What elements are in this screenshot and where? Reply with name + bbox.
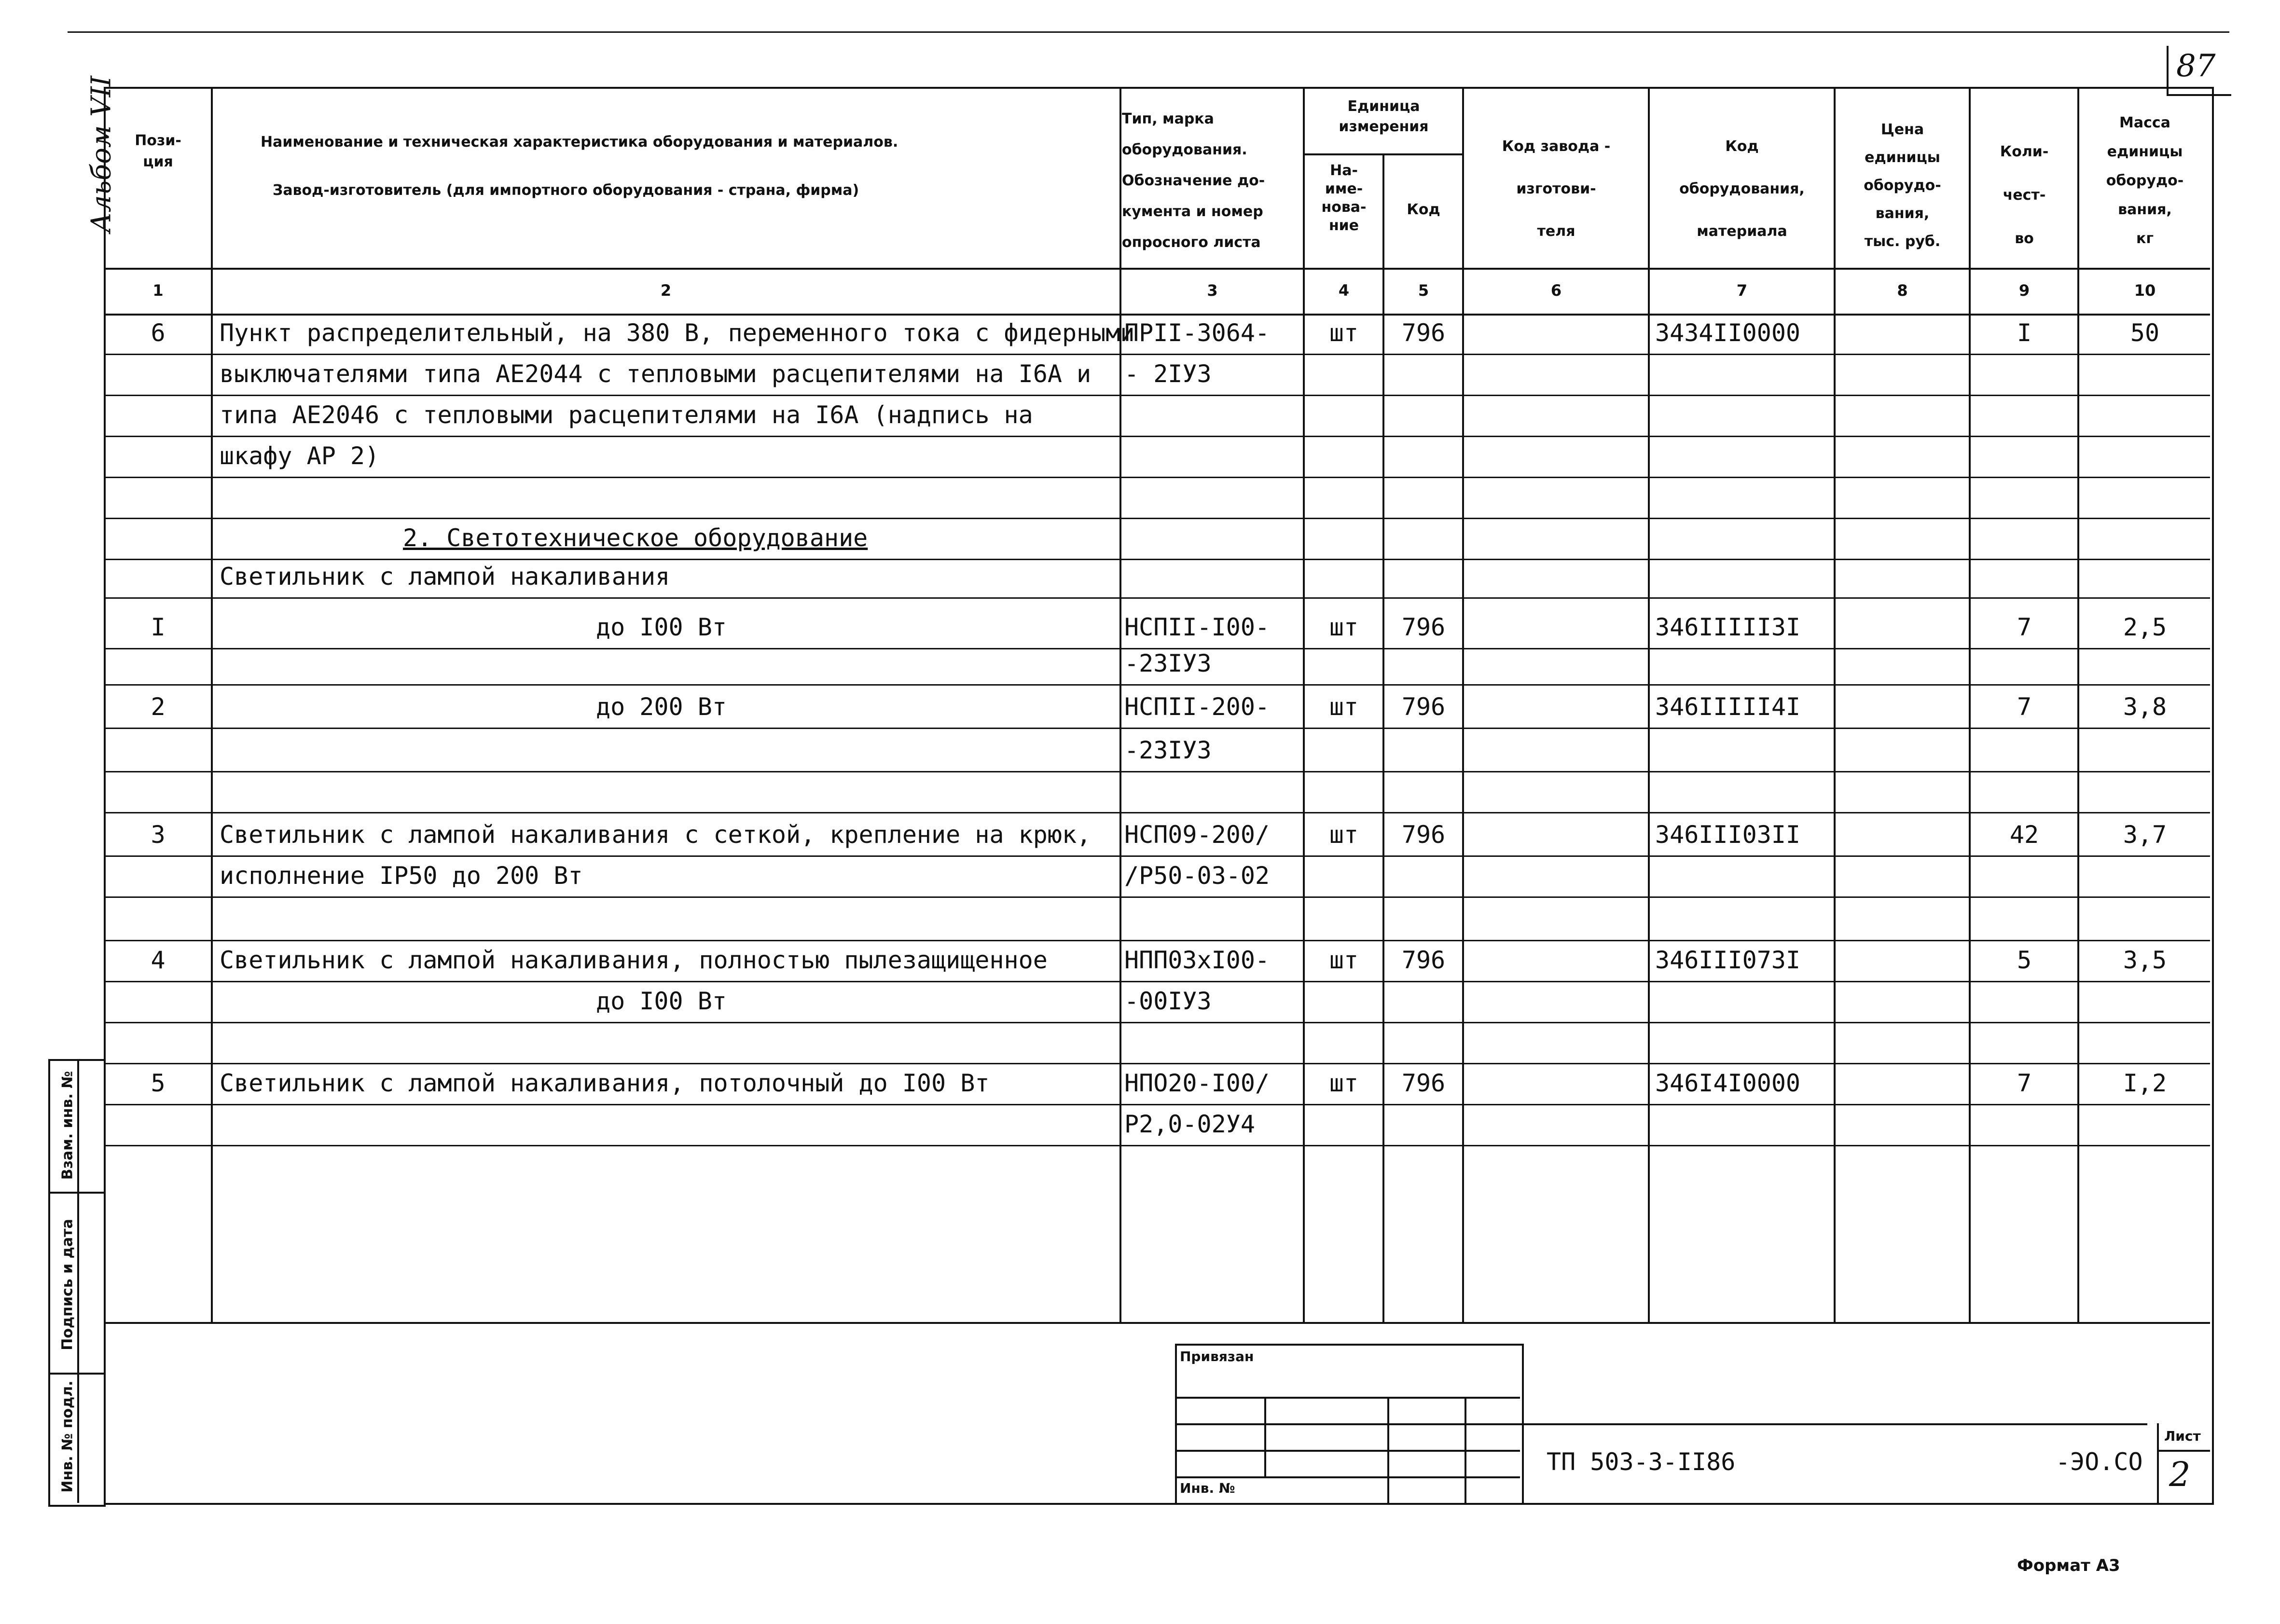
row-7-unit: шт: [1329, 613, 1359, 641]
row-15-code: 796: [1401, 946, 1446, 974]
row-separator: [104, 1145, 2210, 1146]
row-13-type: /Р50-03-02: [1124, 862, 1270, 890]
side-inv-podl: Инв. № подл.: [59, 1380, 76, 1493]
row-16-name: до I00 Вт: [596, 987, 727, 1015]
row-0-qty: I: [2017, 319, 2032, 347]
hdr-unit-group: Единица измерения: [1339, 98, 1429, 135]
row-separator: [104, 771, 2210, 772]
sheet-number: 2: [2169, 1455, 2191, 1494]
row-12-mass: 3,7: [2123, 821, 2167, 849]
row-0-pos: 6: [151, 319, 166, 347]
page-number: 87: [2176, 48, 2216, 84]
row-separator: [104, 477, 2210, 478]
row-12-type: НСП09-200/: [1124, 821, 1270, 849]
row-separator: [104, 1104, 2210, 1105]
row-separator: [104, 1063, 2210, 1064]
row-7-qty: 7: [2017, 613, 2032, 641]
row-12-name: Светильник с лампой накаливания с сеткой, крепление на крюк,: [220, 821, 1092, 849]
row-18-name: Светильник с лампой накаливания, потолочный до I00 Вт: [220, 1069, 990, 1097]
row-7-equip: 346IIIII3I: [1655, 613, 1801, 641]
row-3-name: шкафу АР 2): [220, 442, 380, 470]
row-15-pos: 4: [151, 946, 166, 974]
row-7-name: до I00 Вт: [596, 613, 727, 641]
row-9-type: НСПII-200-: [1124, 693, 1270, 721]
top-border: [68, 31, 2229, 33]
row-0-unit: шт: [1329, 319, 1359, 347]
row-12-code: 796: [1401, 821, 1446, 849]
hdr-qty: Коли- чест- во: [2000, 143, 2049, 247]
inv-no-label: Инв. №: [1180, 1480, 1235, 1496]
row-12-equip: 346III03II: [1655, 821, 1801, 849]
col-num-10: 10: [2134, 281, 2156, 300]
row-9-qty: 7: [2017, 693, 2032, 721]
row-19-type: Р2,0-02У4: [1124, 1110, 1255, 1138]
row-2-name: типа АЕ2046 с тепловыми расцепителями на I6А (надпись на: [220, 401, 1033, 429]
row-18-qty: 7: [2017, 1069, 2032, 1097]
col-num-2: 2: [660, 281, 672, 300]
row-separator: [104, 395, 2210, 396]
row-separator: [104, 812, 2210, 813]
album-label: Альбом VII: [85, 76, 117, 233]
row-6-name: Светильник с лампой накаливания: [220, 563, 670, 591]
row-separator: [104, 1022, 2210, 1023]
col-num-3: 3: [1207, 281, 1218, 300]
row-15-qty: 5: [2017, 946, 2032, 974]
hdr-mass: Масса единицы оборудо- вания, кг: [2106, 114, 2184, 247]
row-15-equip: 346III073I: [1655, 946, 1801, 974]
row-1-name: выключателями типа АЕ2044 с тепловыми расцепителями на I6А и: [220, 360, 1092, 388]
side-podpis-data: Подпись и дата: [59, 1219, 76, 1350]
row-0-equip: 3434II0000: [1655, 319, 1801, 347]
hdr-name-1: Наименование и техническая характеристика оборудования и материалов.: [261, 134, 898, 151]
row-separator: [104, 855, 2210, 857]
row-18-mass: I,2: [2123, 1069, 2167, 1097]
col-num-5: 5: [1418, 281, 1429, 300]
row-13-name: исполнение IP50 до 200 Вт: [220, 862, 583, 890]
row-separator: [104, 940, 2210, 941]
format-note: Формат А3: [2017, 1556, 2120, 1575]
row-15-unit: шт: [1329, 946, 1359, 974]
row-9-pos: 2: [151, 693, 166, 721]
row-12-unit: шт: [1329, 821, 1359, 849]
row-15-type: НПП03хI00-: [1124, 946, 1270, 974]
row-7-pos: I: [151, 613, 166, 641]
row-12-pos: 3: [151, 821, 166, 849]
col-num-9: 9: [2018, 281, 2030, 300]
col-num-6: 6: [1550, 281, 1562, 300]
row-10-type: -23IУ3: [1124, 736, 1212, 764]
row-separator: [104, 981, 2210, 982]
row-16-type: -00IУ3: [1124, 987, 1212, 1015]
privyazan-label: Привязан: [1180, 1349, 1254, 1364]
row-18-unit: шт: [1329, 1069, 1359, 1097]
row-18-pos: 5: [151, 1069, 166, 1097]
row-0-name: Пункт распределительный, на 380 В, переменного тока с фидерными: [220, 319, 1135, 347]
row-9-name: до 200 Вт: [596, 693, 727, 721]
row-12-qty: 42: [2009, 821, 2039, 849]
col-num-1: 1: [152, 281, 164, 300]
row-5-name: 2. Светотехническое оборудование: [403, 524, 868, 552]
row-1-type: - 2IУ3: [1124, 360, 1212, 388]
row-separator: [104, 684, 2210, 686]
hdr-pos: Пози- ция: [135, 132, 181, 170]
row-9-unit: шт: [1329, 693, 1359, 721]
row-7-mass: 2,5: [2123, 613, 2167, 641]
hdr-name-2: Завод-изготовитель (для импортного оборудования - страна, фирма): [273, 182, 859, 199]
row-separator: [104, 436, 2210, 437]
row-9-mass: 3,8: [2123, 693, 2167, 721]
doc-code: ТП 503-3-II86: [1547, 1448, 1736, 1476]
row-8-type: -23IУ3: [1124, 649, 1212, 677]
row-separator: [104, 518, 2210, 519]
doc-suffix: -ЭО.СО: [2056, 1448, 2143, 1476]
col-num-4: 4: [1338, 281, 1350, 300]
row-18-code: 796: [1401, 1069, 1446, 1097]
row-18-equip: 346I4I0000: [1655, 1069, 1801, 1097]
row-15-mass: 3,5: [2123, 946, 2167, 974]
row-15-name: Светильник с лампой накаливания, полностью пылезащищенное: [220, 946, 1048, 974]
hdr-price: Цена единицы оборудо- вания, тыс. руб.: [1864, 121, 1941, 250]
row-18-type: НПО20-I00/: [1124, 1069, 1270, 1097]
hdr-unit-name: На- име- нова- ние: [1321, 162, 1367, 234]
side-vzam-inv: Взам. инв. №: [59, 1071, 76, 1180]
row-7-type: НСПII-I00-: [1124, 613, 1270, 641]
row-9-code: 796: [1401, 693, 1446, 721]
hdr-type: Тип, марка оборудования. Обозначение до- кумента и номер опросного листа: [1122, 110, 1265, 251]
row-separator: [104, 597, 2210, 599]
col-num-8: 8: [1897, 281, 1908, 300]
row-separator: [104, 728, 2210, 729]
bottom-frame: [104, 1322, 2214, 1505]
row-0-type: ПРII-3064-: [1124, 319, 1270, 347]
row-9-equip: 346IIIII4I: [1655, 693, 1801, 721]
col-num-7: 7: [1736, 281, 1748, 300]
row-0-code: 796: [1401, 319, 1446, 347]
row-0-mass: 50: [2130, 319, 2160, 347]
row-separator: [104, 896, 2210, 898]
row-separator: [104, 354, 2210, 355]
hdr-factory-code: Код завода - изготови- теля: [1502, 138, 1611, 240]
row-7-code: 796: [1401, 613, 1446, 641]
hdr-unit-code: Код: [1407, 201, 1440, 218]
hdr-equip-code: Код оборудования, материала: [1679, 138, 1805, 240]
sheet-label: Лист: [2164, 1428, 2201, 1444]
